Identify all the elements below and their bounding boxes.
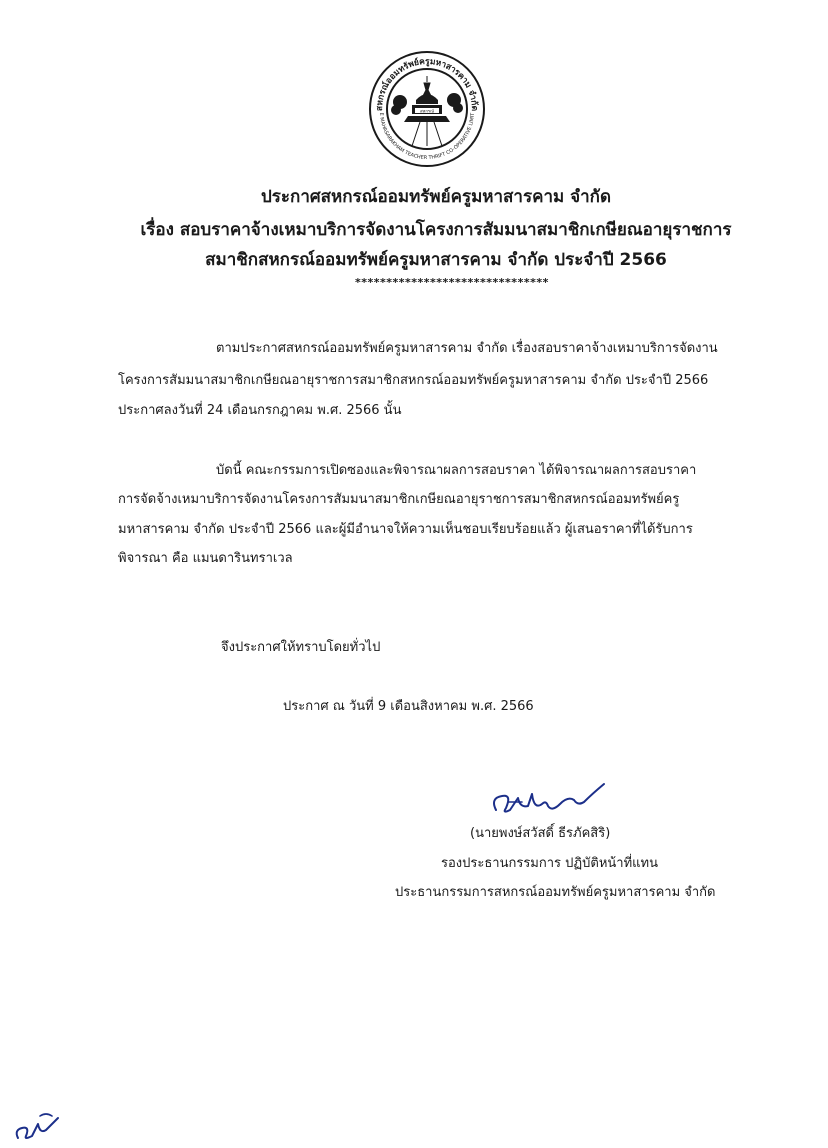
para2-line2: การจัดจ้างเหมาบริการจัดงานโครงการสัมมนาสมาชิกเกษียณอายุราชการสมาชิกสหกรณ์ออมทรัพย์ครู	[118, 492, 680, 507]
announcement-date: ประกาศ ณ วันที่ 9 เดือนสิงหาคม พ.ศ. 2566	[283, 699, 534, 714]
para2-line1: บัดนี้ คณะกรรมการเปิดซองและพิจารณาผลการสอบราคา ได้พิจารณาผลการสอบราคา	[216, 463, 697, 478]
header-divider: *******************************	[355, 276, 549, 289]
initial-mark	[12, 1108, 64, 1142]
closing-statement: จึงประกาศให้ทราบโดยทั่วไป	[221, 640, 381, 655]
announcement-title: ประกาศสหกรณ์ออมทรัพย์ครูมหาสารคาม จำกัด	[261, 187, 611, 207]
announcement-subject-cont: สมาชิกสหกรณ์ออมทรัพย์ครูมหาสารคาม จำกัด ประจำปี 2566	[205, 250, 667, 270]
para1-line3: ประกาศลงวันที่ 24 เดือนกรกฎาคม พ.ศ. 2566 นั้น	[118, 403, 402, 418]
seal-center-label: สหกรณ์	[420, 108, 434, 114]
para2-line4: พิจารณา คือ แมนดารินทราเวล	[118, 551, 293, 566]
para1-line1: ตามประกาศสหกรณ์ออมทรัพย์ครูมหาสารคาม จำกัด เรื่องสอบราคาจ้างเหมาบริการจัดงาน	[216, 341, 718, 356]
signer-organization: ประธานกรรมการสหกรณ์ออมทรัพย์ครูมหาสารคาม จำกัด	[395, 885, 716, 900]
announcement-subject: เรื่อง สอบราคาจ้างเหมาบริการจัดงานโครงการสัมมนาสมาชิกเกษียณอายุราชการ	[140, 220, 732, 240]
handwritten-signature	[488, 780, 608, 820]
para2-line3: มหาสารคาม จำกัด ประจำปี 2566 และผู้มีอำนาจให้ความเห็นชอบเรียบร้อยแล้ว ผู้เสนอราคาที่ได้รับการ	[118, 522, 693, 537]
signer-position: รองประธานกรรมการ ปฏิบัติหน้าที่แทน	[441, 856, 659, 871]
cooperative-seal-logo	[368, 50, 486, 168]
para1-line2: โครงการสัมมนาสมาชิกเกษียณอายุราชการสมาชิกสหกรณ์ออมทรัพย์ครูมหาสารคาม จำกัด ประจำปี 2566	[118, 373, 709, 388]
signer-name: (นายพงษ์สวัสดิ์ ธีรภัคสิริ)	[470, 826, 611, 841]
seal-ring-text-top: สหกรณ์ออมทรัพย์ครูมหาสารคาม จำกัด	[374, 56, 480, 112]
seal-ring-text-bottom: E MAHASARAKHAM TEACHER THRIFT CO-OPERATIVE LIMIT	[377, 112, 477, 162]
